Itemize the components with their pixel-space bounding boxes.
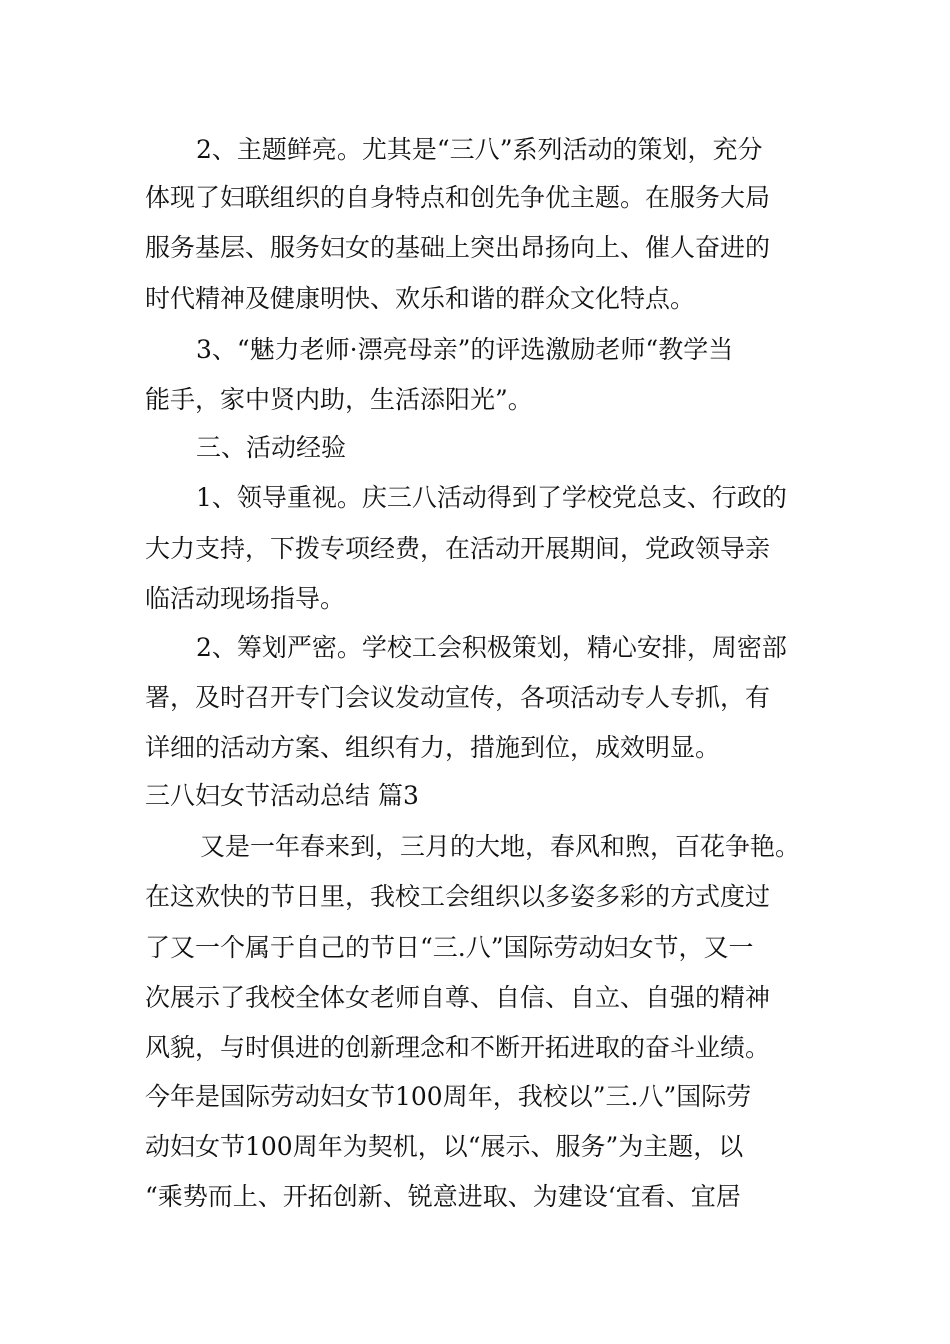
paragraph-line: “乘势而上、开拓创新、锐意进取、为建设‘宜看、宜居 bbox=[145, 1182, 741, 1211]
paragraph-line: 次展示了我校全体女老师自尊、自信、自立、自强的精神 bbox=[145, 983, 771, 1012]
paragraph-line: 能手，家中贤内助，生活添阳光”。 bbox=[145, 385, 533, 414]
paragraph-line: 体现了妇联组织的自身特点和创先争优主题。在服务大局 bbox=[145, 183, 771, 212]
paragraph-line: 1、领导重视。庆三八活动得到了学校党总支、行政的 bbox=[196, 483, 787, 512]
article-title: 三八妇女节活动总结 篇3 bbox=[145, 781, 419, 810]
paragraph-line: 临活动现场指导。 bbox=[145, 584, 346, 613]
paragraph-line: 在这欢快的节日里，我校工会组织以多姿多彩的方式度过 bbox=[145, 882, 771, 911]
paragraph-line: 3、“魅力老师·漂亮母亲”的评选激励老师“教学当 bbox=[196, 335, 734, 364]
paragraph-line: 今年是国际劳动妇女节100周年，我校以”三.八”国际劳 bbox=[145, 1082, 752, 1111]
section-heading: 三、活动经验 bbox=[196, 433, 347, 462]
paragraph-line: 动妇女节100周年为契机，以“展示、服务”为主题，以 bbox=[145, 1132, 744, 1161]
paragraph-line: 服务基层、服务妇女的基础上突出昂扬向上、催人奋进的 bbox=[145, 233, 771, 262]
paragraph-line: 2、主题鲜亮。尤其是“三八”系列活动的策划，充分 bbox=[196, 135, 763, 164]
paragraph-line: 署，及时召开专门会议发动宣传，各项活动专人专抓，有 bbox=[145, 683, 771, 712]
paragraph-line: 了又一个属于自己的节日“三.八”国际劳动妇女节，又一 bbox=[145, 933, 754, 962]
paragraph-line: 2、筹划严密。学校工会积极策划，精心安排，周密部 bbox=[196, 633, 787, 662]
paragraph-line: 又是一年春来到，三月的大地，春风和煦，百花争艳。 bbox=[200, 832, 801, 861]
paragraph-line: 风貌，与时俱进的创新理念和不断开拓进取的奋斗业绩。 bbox=[145, 1033, 771, 1062]
paragraph-line: 时代精神及健康明快、欢乐和谐的群众文化特点。 bbox=[145, 284, 696, 313]
paragraph-line: 详细的活动方案、组织有力，措施到位，成效明显。 bbox=[145, 733, 721, 762]
paragraph-line: 大力支持，下拨专项经费，在活动开展期间，党政领导亲 bbox=[145, 534, 771, 563]
